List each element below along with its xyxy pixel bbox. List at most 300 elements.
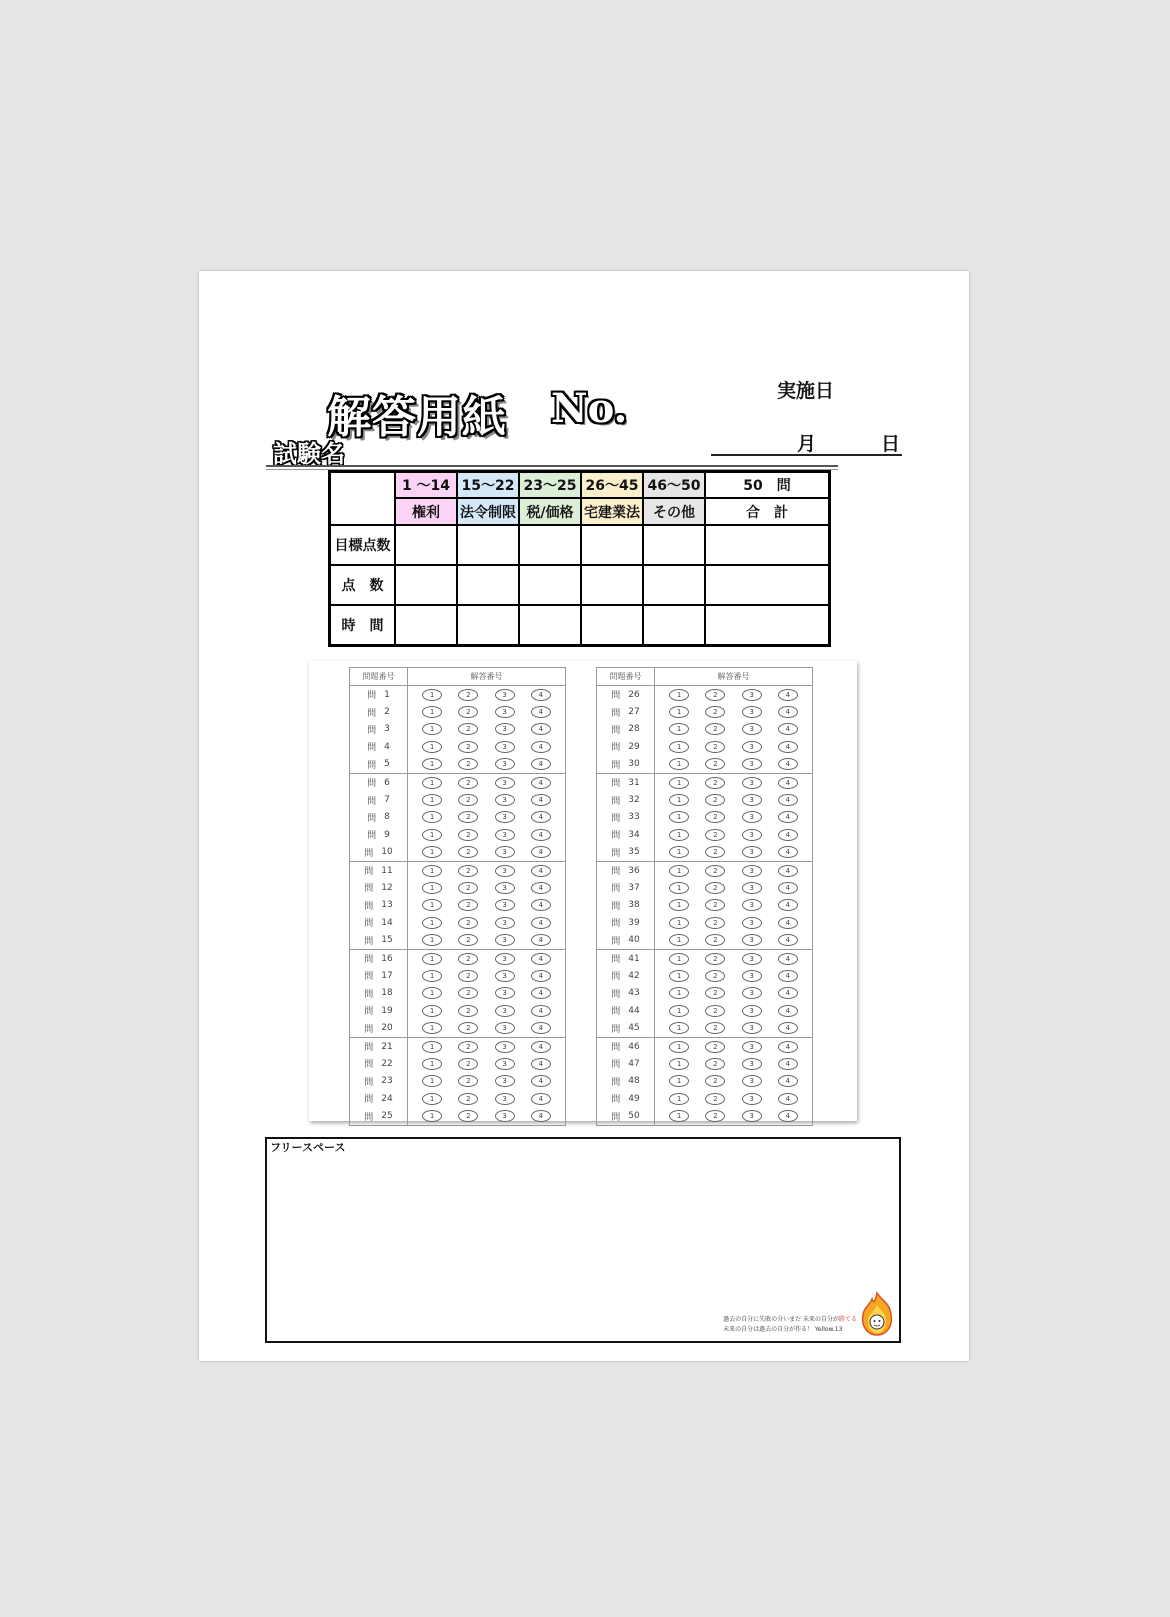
answer-options	[655, 897, 812, 914]
answer-bubble[interactable]: 4	[778, 794, 798, 806]
answer-bubble[interactable]: 4	[531, 811, 551, 823]
answer-bubble[interactable]: 2	[458, 865, 478, 877]
score-input-cell[interactable]	[457, 565, 519, 605]
answer-bubble[interactable]: 3	[742, 953, 762, 965]
answer-bubble[interactable]: 2	[458, 811, 478, 823]
answer-bubble[interactable]: 1	[669, 846, 689, 858]
answer-bubble[interactable]: 3	[495, 865, 515, 877]
answer-bubble[interactable]: 1	[422, 777, 442, 789]
answer-bubble[interactable]: 2	[705, 934, 725, 946]
answer-bubble[interactable]: 2	[705, 865, 725, 877]
answer-bubble[interactable]: 3	[742, 865, 762, 877]
answer-bubble[interactable]: 4	[531, 917, 551, 929]
answer-bubble[interactable]: 3	[742, 882, 762, 894]
answer-bubble[interactable]: 1	[669, 829, 689, 841]
answer-bubble[interactable]: 1	[422, 846, 442, 858]
answer-bubble[interactable]: 2	[458, 987, 478, 999]
answer-bubble[interactable]: 4	[531, 723, 551, 735]
answer-bubble[interactable]: 3	[742, 846, 762, 858]
answer-bubble[interactable]: 4	[531, 689, 551, 701]
question-number	[597, 1038, 655, 1055]
answer-bubble[interactable]: 2	[458, 934, 478, 946]
answer-bubble[interactable]: 3	[742, 829, 762, 841]
answer-bubble[interactable]: 2	[458, 758, 478, 770]
answer-bubble[interactable]: 3	[742, 777, 762, 789]
answer-options	[408, 985, 565, 1002]
answer-bubble[interactable]: 2	[705, 1005, 725, 1017]
answer-bubble[interactable]: 2	[705, 1075, 725, 1087]
score-input-cell[interactable]	[457, 525, 519, 565]
answer-bubble[interactable]: 2	[705, 917, 725, 929]
answer-bubble[interactable]: 3	[495, 794, 515, 806]
answer-bubble[interactable]: 1	[669, 865, 689, 877]
question-row	[350, 721, 565, 738]
question-row	[350, 914, 565, 931]
question-number	[350, 791, 408, 808]
answer-bubble[interactable]: 4	[531, 934, 551, 946]
question-number	[350, 774, 408, 791]
answer-bubble[interactable]: 1	[669, 987, 689, 999]
answer-bubble[interactable]: 4	[778, 934, 798, 946]
answer-bubble[interactable]: 3	[495, 846, 515, 858]
answer-bubble[interactable]: 4	[778, 706, 798, 718]
answer-bubble[interactable]: 1	[669, 1005, 689, 1017]
answer-bubble[interactable]: 4	[778, 865, 798, 877]
question-number-value: 41	[628, 953, 640, 964]
answer-bubble[interactable]: 4	[531, 777, 551, 789]
answer-bubble[interactable]: 3	[742, 1075, 762, 1087]
question-row	[350, 774, 565, 791]
answer-bubble[interactable]: 1	[669, 917, 689, 929]
answer-bubble[interactable]: 4	[531, 865, 551, 877]
answer-bubble[interactable]: 2	[705, 1022, 725, 1034]
question-number	[597, 826, 655, 843]
answer-bubble[interactable]: 1	[669, 953, 689, 965]
answer-bubble[interactable]: 1	[422, 917, 442, 929]
answer-bubble[interactable]: 1	[422, 794, 442, 806]
answer-options	[655, 809, 812, 826]
answer-bubble[interactable]: 4	[531, 758, 551, 770]
answer-bubble[interactable]: 1	[669, 1110, 689, 1122]
answer-options	[655, 826, 812, 843]
question-number	[350, 1038, 408, 1055]
answer-bubble[interactable]: 1	[422, 706, 442, 718]
answer-bubble[interactable]: 3	[495, 741, 515, 753]
answer-options	[408, 826, 565, 843]
answer-options	[655, 950, 812, 967]
answer-bubble[interactable]: 4	[778, 953, 798, 965]
answer-bubble[interactable]: 3	[742, 794, 762, 806]
question-row	[350, 1002, 565, 1019]
question-number-value: 34	[628, 829, 640, 840]
subject-cell: 税/価格	[519, 498, 581, 525]
answer-bubble[interactable]: 1	[422, 987, 442, 999]
question-row	[597, 721, 812, 738]
answer-bubble[interactable]: 1	[422, 970, 442, 982]
question-row	[350, 791, 565, 808]
range-cell: 1 ～14	[395, 472, 457, 499]
answer-bubble[interactable]: 1	[669, 1058, 689, 1070]
score-input-cell[interactable]	[519, 605, 581, 646]
answer-bubble[interactable]: 4	[531, 899, 551, 911]
answer-bubble[interactable]: 4	[778, 758, 798, 770]
answer-bubble[interactable]: 2	[458, 706, 478, 718]
answer-bubble[interactable]: 1	[422, 882, 442, 894]
question-row	[597, 809, 812, 826]
answer-bubble[interactable]: 2	[705, 723, 725, 735]
answer-bubble[interactable]: 1	[422, 953, 442, 965]
answer-bubble[interactable]: 4	[778, 829, 798, 841]
question-number-value: 47	[628, 1058, 640, 1069]
answer-bubble[interactable]: 1	[422, 899, 442, 911]
answer-bubble[interactable]: 3	[742, 899, 762, 911]
answer-options	[655, 844, 812, 861]
answer-bubble[interactable]: 4	[778, 1093, 798, 1105]
answer-bubble[interactable]: 1	[422, 1005, 442, 1017]
answer-bubble[interactable]: 4	[778, 1110, 798, 1122]
answer-bubble[interactable]: 2	[458, 689, 478, 701]
page-title: 解答用紙	[327, 392, 507, 443]
answer-bubble[interactable]: 3	[495, 689, 515, 701]
answer-bubble[interactable]: 3	[495, 1058, 515, 1070]
answer-bubble[interactable]: 3	[495, 987, 515, 999]
answer-bubble[interactable]: 1	[669, 1022, 689, 1034]
answer-bubble[interactable]: 1	[669, 689, 689, 701]
answer-bubble[interactable]: 2	[458, 882, 478, 894]
answer-bubble[interactable]: 2	[458, 1005, 478, 1017]
answer-bubble[interactable]: 1	[669, 934, 689, 946]
answer-options	[408, 809, 565, 826]
answer-bubble[interactable]: 1	[422, 811, 442, 823]
answer-bubble[interactable]: 4	[778, 882, 798, 894]
answer-bubble[interactable]: 3	[495, 1005, 515, 1017]
answer-bubble[interactable]: 4	[778, 1005, 798, 1017]
answer-bubble[interactable]: 4	[531, 1093, 551, 1105]
answer-bubble[interactable]: 2	[458, 794, 478, 806]
answer-bubble[interactable]: 4	[531, 1041, 551, 1053]
answer-bubble[interactable]: 4	[778, 987, 798, 999]
answer-bubble[interactable]: 4	[778, 917, 798, 929]
answer-bubble[interactable]: 3	[495, 917, 515, 929]
answer-bubble[interactable]: 1	[422, 1058, 442, 1070]
score-input-cell[interactable]	[581, 525, 643, 565]
question-prefix: 問	[364, 919, 374, 930]
answer-bubble[interactable]: 1	[422, 741, 442, 753]
answer-bubble[interactable]: 4	[531, 829, 551, 841]
answer-bubble[interactable]: 1	[422, 865, 442, 877]
answer-bubble[interactable]: 1	[422, 1075, 442, 1087]
answer-bubble[interactable]: 4	[531, 1022, 551, 1034]
answer-bubble[interactable]: 1	[669, 758, 689, 770]
total-input-cell[interactable]	[705, 605, 830, 646]
question-row	[350, 950, 565, 967]
answer-bubble[interactable]: 3	[742, 987, 762, 999]
answer-bubble[interactable]: 1	[669, 741, 689, 753]
answer-sheet-page	[199, 271, 969, 1361]
answer-options	[655, 686, 812, 703]
question-prefix: 問	[364, 1112, 374, 1123]
question-prefix: 問	[364, 1043, 374, 1053]
answer-bubble[interactable]: 3	[495, 899, 515, 911]
answer-bubble[interactable]: 4	[778, 777, 798, 789]
answer-bubble[interactable]: 2	[705, 846, 725, 858]
answer-bubble[interactable]: 3	[742, 1093, 762, 1105]
question-number-value: 39	[628, 917, 640, 928]
answer-bubble[interactable]: 1	[422, 1093, 442, 1105]
question-prefix: 問	[611, 972, 621, 983]
answer-bubble[interactable]: 3	[742, 1058, 762, 1070]
total-input-cell[interactable]	[705, 525, 830, 565]
answer-bubble[interactable]: 4	[531, 794, 551, 806]
question-prefix: 問	[611, 1024, 621, 1035]
answer-bubble[interactable]: 3	[742, 1041, 762, 1053]
answer-bubble[interactable]: 2	[458, 1041, 478, 1053]
answer-bubble[interactable]: 4	[531, 987, 551, 999]
score-input-cell[interactable]	[643, 525, 705, 565]
question-number-value: 11	[381, 865, 393, 876]
question-number	[350, 879, 408, 896]
answer-bubble[interactable]: 3	[495, 1093, 515, 1105]
answer-bubble[interactable]: 4	[778, 970, 798, 982]
answer-bubble[interactable]: 3	[742, 1022, 762, 1034]
answer-bubble[interactable]: 1	[422, 758, 442, 770]
answer-bubble[interactable]: 3	[742, 1005, 762, 1017]
answer-bubble[interactable]: 4	[778, 689, 798, 701]
answer-bubble[interactable]: 1	[669, 970, 689, 982]
answer-bubble[interactable]: 3	[742, 689, 762, 701]
number-label: No.	[551, 385, 628, 432]
answer-bubble[interactable]: 1	[422, 689, 442, 701]
answer-bubble[interactable]: 1	[669, 723, 689, 735]
answer-bubble[interactable]: 2	[705, 970, 725, 982]
answer-options	[408, 950, 565, 967]
answer-bubble[interactable]: 4	[531, 1110, 551, 1122]
answer-bubble[interactable]: 3	[495, 777, 515, 789]
subject-cell: その他	[643, 498, 705, 525]
score-input-cell[interactable]	[395, 605, 457, 646]
answer-bubble[interactable]: 3	[495, 758, 515, 770]
range-cell: 23～25	[519, 472, 581, 499]
question-number-value: 16	[381, 953, 393, 964]
answer-bubble[interactable]: 1	[669, 1093, 689, 1105]
answer-bubble[interactable]: 3	[495, 882, 515, 894]
answer-bubble[interactable]: 4	[778, 811, 798, 823]
answer-bubble[interactable]: 4	[531, 706, 551, 718]
answer-bubble[interactable]: 4	[778, 723, 798, 735]
answer-bubble[interactable]: 4	[778, 1075, 798, 1087]
answer-bubble[interactable]: 4	[778, 1022, 798, 1034]
answer-bubble[interactable]: 2	[705, 953, 725, 965]
answer-bubble[interactable]: 2	[705, 706, 725, 718]
question-prefix: 問	[364, 1060, 374, 1071]
answer-bubble[interactable]: 3	[495, 829, 515, 841]
answer-bubble[interactable]: 2	[458, 899, 478, 911]
answer-bubble[interactable]: 3	[742, 970, 762, 982]
answer-bubble[interactable]: 2	[458, 953, 478, 965]
answer-bubble[interactable]: 1	[422, 1110, 442, 1122]
question-row	[350, 738, 565, 755]
question-number-value: 43	[628, 988, 640, 999]
question-prefix: 問	[364, 955, 374, 966]
answer-bubble[interactable]: 2	[458, 777, 478, 789]
question-number-value: 6	[384, 777, 390, 788]
answer-options	[408, 1073, 565, 1090]
answer-bubble[interactable]: 4	[531, 846, 551, 858]
answer-bubble[interactable]: 2	[458, 741, 478, 753]
question-number	[597, 931, 655, 948]
question-number-value: 25	[381, 1111, 393, 1122]
answer-bubble[interactable]: 2	[705, 741, 725, 753]
question-prefix: 問	[611, 691, 621, 702]
answer-bubble[interactable]: 3	[742, 811, 762, 823]
answer-bubble[interactable]: 4	[778, 1058, 798, 1070]
answer-bubble[interactable]: 4	[531, 953, 551, 965]
question-row	[350, 1019, 565, 1037]
score-input-cell[interactable]	[519, 525, 581, 565]
answer-bubble[interactable]: 1	[422, 934, 442, 946]
answer-bubble[interactable]: 2	[458, 723, 478, 735]
answer-bubble[interactable]: 4	[778, 899, 798, 911]
answer-bubble[interactable]: 2	[458, 1022, 478, 1034]
total-input-cell[interactable]	[705, 565, 830, 605]
answer-bubble[interactable]: 1	[669, 777, 689, 789]
score-input-cell[interactable]	[395, 525, 457, 565]
answer-bubble[interactable]: 4	[531, 1058, 551, 1070]
question-number-value: 7	[384, 795, 390, 806]
score-input-cell[interactable]	[395, 565, 457, 605]
question-row	[350, 756, 565, 774]
question-row	[350, 826, 565, 843]
answer-bubble[interactable]: 2	[705, 987, 725, 999]
question-number	[350, 756, 408, 773]
answer-bubble[interactable]: 2	[705, 1093, 725, 1105]
answer-bubble[interactable]: 2	[705, 811, 725, 823]
answer-bubble[interactable]: 3	[742, 758, 762, 770]
answer-bubble[interactable]: 2	[458, 1058, 478, 1070]
answer-bubble[interactable]: 4	[778, 846, 798, 858]
question-row	[597, 791, 812, 808]
question-row	[597, 844, 812, 862]
answer-bubble[interactable]: 3	[742, 917, 762, 929]
answer-bubble[interactable]: 2	[458, 917, 478, 929]
answer-bubble[interactable]: 3	[495, 1075, 515, 1087]
answer-bubble[interactable]: 3	[742, 1110, 762, 1122]
answer-bubble[interactable]: 2	[458, 1093, 478, 1105]
question-number	[597, 950, 655, 967]
question-prefix: 問	[364, 1095, 374, 1106]
answer-bubble[interactable]: 2	[458, 1075, 478, 1087]
answer-bubble[interactable]: 3	[742, 706, 762, 718]
question-prefix: 問	[364, 989, 374, 1000]
answer-bubble[interactable]: 1	[669, 1075, 689, 1087]
score-input-cell[interactable]	[581, 605, 643, 646]
answer-bubble[interactable]: 2	[705, 689, 725, 701]
answer-bubble[interactable]: 3	[495, 706, 515, 718]
question-prefix: 問	[364, 1007, 374, 1018]
score-table	[328, 470, 831, 647]
answer-bubble[interactable]: 4	[778, 741, 798, 753]
answer-bubble[interactable]: 2	[705, 1110, 725, 1122]
motto-line-1: 過去の自分に失敗の分いまだ 未来の自分が	[723, 1316, 839, 1323]
answer-bubble[interactable]: 1	[422, 723, 442, 735]
answer-bubble[interactable]: 1	[669, 1041, 689, 1053]
question-prefix: 問	[364, 1024, 374, 1035]
score-input-cell[interactable]	[643, 565, 705, 605]
answer-bubble[interactable]: 4	[531, 1075, 551, 1087]
question-number	[350, 931, 408, 948]
question-number-value: 5	[384, 759, 390, 770]
answer-options	[655, 1073, 812, 1090]
answer-bubble[interactable]: 3	[495, 953, 515, 965]
answer-bubble[interactable]: 3	[495, 723, 515, 735]
answer-bubble[interactable]: 2	[458, 1110, 478, 1122]
answer-bubble[interactable]: 2	[705, 899, 725, 911]
answer-bubble[interactable]: 1	[422, 829, 442, 841]
answer-bubble[interactable]: 2	[705, 758, 725, 770]
answer-bubble[interactable]: 1	[669, 899, 689, 911]
answer-bubble[interactable]: 3	[495, 970, 515, 982]
free-space-box[interactable]	[265, 1137, 901, 1343]
question-row	[350, 1107, 565, 1124]
answer-bubble[interactable]: 4	[531, 741, 551, 753]
question-number	[350, 914, 408, 931]
score-input-cell[interactable]	[581, 565, 643, 605]
row-label: 目標点数	[330, 525, 396, 565]
answer-bubble[interactable]: 3	[742, 723, 762, 735]
answer-bubble[interactable]: 2	[458, 846, 478, 858]
answer-bubble[interactable]: 3	[495, 934, 515, 946]
answer-options	[655, 862, 812, 879]
answer-bubble[interactable]: 1	[669, 811, 689, 823]
score-input-cell[interactable]	[457, 605, 519, 646]
answer-bubble[interactable]: 2	[705, 829, 725, 841]
answer-bubble[interactable]: 1	[669, 706, 689, 718]
answer-bubble[interactable]: 2	[705, 882, 725, 894]
question-number-value: 15	[381, 935, 393, 946]
answer-bubble[interactable]: 2	[458, 970, 478, 982]
answer-bubble[interactable]: 3	[495, 1041, 515, 1053]
answer-bubble[interactable]: 4	[531, 882, 551, 894]
score-input-cell[interactable]	[643, 605, 705, 646]
answer-bubble[interactable]: 1	[669, 882, 689, 894]
answer-bubble[interactable]: 1	[422, 1041, 442, 1053]
answer-bubble[interactable]: 1	[669, 794, 689, 806]
question-number	[350, 703, 408, 720]
score-input-cell[interactable]	[519, 565, 581, 605]
answer-options	[408, 1019, 565, 1036]
answer-bubble[interactable]: 4	[531, 1005, 551, 1017]
answer-bubble[interactable]: 4	[778, 1041, 798, 1053]
question-number-header: 問題番号	[350, 668, 408, 685]
answer-bubble[interactable]: 3	[742, 741, 762, 753]
answer-bubble[interactable]: 2	[705, 794, 725, 806]
answer-bubble[interactable]: 2	[705, 1041, 725, 1053]
answer-bubble[interactable]: 2	[458, 829, 478, 841]
answer-bubble[interactable]: 3	[495, 1022, 515, 1034]
answer-options	[408, 738, 565, 755]
answer-bubble[interactable]: 4	[531, 970, 551, 982]
answer-bubble[interactable]: 1	[422, 1022, 442, 1034]
question-prefix: 問	[611, 1095, 621, 1106]
answer-bubble[interactable]: 2	[705, 1058, 725, 1070]
answer-options	[408, 862, 565, 879]
answer-bubble[interactable]: 2	[705, 777, 725, 789]
answer-bubble[interactable]: 3	[495, 811, 515, 823]
answer-bubble[interactable]: 3	[495, 1110, 515, 1122]
answer-bubble[interactable]: 3	[742, 934, 762, 946]
question-prefix: 問	[611, 796, 621, 807]
answer-options	[655, 1107, 812, 1124]
